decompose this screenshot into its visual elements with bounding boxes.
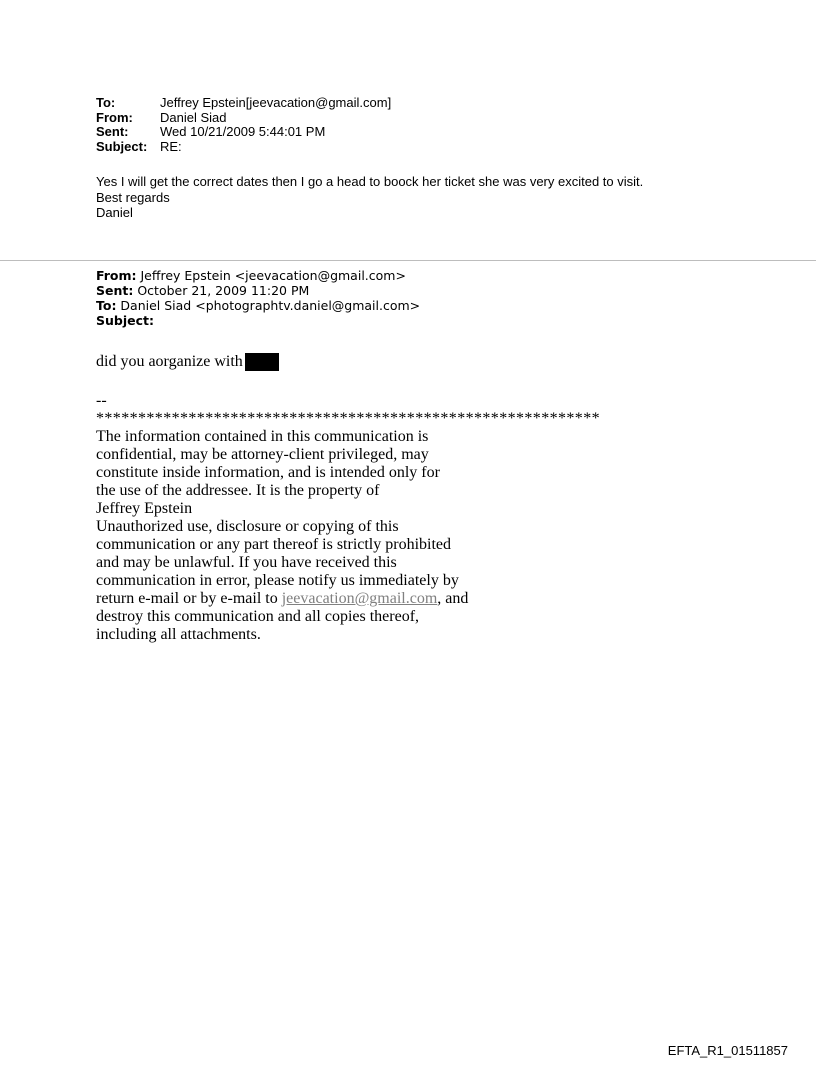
subject-value: RE: xyxy=(160,138,182,154)
disclaimer-line: confidential, may be attorney-client privileged, may xyxy=(96,446,429,463)
to-value: Jeffrey Epstein[jeevacation@gmail.com] xyxy=(160,95,392,110)
disclaimer-line: including all attachments. xyxy=(96,626,261,643)
header-sent-row xyxy=(96,125,391,140)
quoted-sent-label: Sent: xyxy=(96,283,134,298)
sent-label: Sent: xyxy=(96,124,129,139)
quoted-message-text: did you aorganize with xyxy=(96,353,243,370)
quoted-from-label: From: xyxy=(96,268,137,283)
disclaimer-line: the use of the addressee. It is the property of xyxy=(96,482,380,499)
from-label: From: xyxy=(96,109,133,125)
signature-stars: ************************************************************ xyxy=(96,410,600,427)
disclaimer-line: Unauthorized use, disclosure or copying of this xyxy=(96,518,399,535)
quoted-from-value: Jeffrey Epstein <jeevacation@gmail.com> xyxy=(136,268,406,283)
quoted-from-row xyxy=(96,268,420,283)
quoted-subject-label: Subject: xyxy=(96,313,154,328)
disclaimer-line: communication or any part thereof is strictly prohibited xyxy=(96,536,452,553)
sent-value: Wed 10/21/2009 5:44:01 PM xyxy=(160,124,326,139)
header-to-row xyxy=(96,96,391,111)
return-prefix: return e-mail or by e-mail to xyxy=(96,590,282,607)
disclaimer-line: and may be unlawful. If you have received this xyxy=(96,554,397,571)
quoted-to-value: Daniel Siad <photographtv.daniel@gmail.com> xyxy=(116,298,421,313)
signature-dashes: -- xyxy=(96,392,107,409)
document-id: EFTA_R1_01511857 xyxy=(667,1043,788,1058)
subject-label: Subject: xyxy=(96,138,148,154)
disclaimer-line: Jeffrey Epstein xyxy=(96,500,193,517)
quoted-header xyxy=(96,268,420,328)
reply-line: Yes I will get the correct dates then I go a head to boock her ticket she was very excited to visit. xyxy=(96,174,644,189)
email-header xyxy=(96,96,391,154)
from-value: Daniel Siad xyxy=(160,109,227,125)
disclaimer-line: The information contained in this communication is xyxy=(96,428,429,445)
disclaimer-block xyxy=(96,392,600,644)
redaction-box xyxy=(245,353,279,371)
disclaimer-line: destroy this communication and all copies thereof, xyxy=(96,608,420,625)
quoted-to-row xyxy=(96,298,420,313)
header-subject-row xyxy=(96,140,391,155)
quoted-subject-row xyxy=(96,313,420,328)
reply-body xyxy=(96,174,643,221)
email-link[interactable]: jeevacation@gmail.com xyxy=(281,590,438,607)
reply-signature-name: Daniel xyxy=(96,205,133,220)
quoted-sent-row xyxy=(96,283,420,298)
return-suffix: , and xyxy=(437,590,469,607)
disclaimer-line: communication in error, please notify us immediately by xyxy=(96,572,459,589)
quoted-to-label: To: xyxy=(96,298,117,313)
header-from-row xyxy=(96,111,391,126)
message-divider xyxy=(0,260,816,261)
disclaimer-line: constitute inside information, and is intended only for xyxy=(96,464,440,481)
quoted-sent-value: October 21, 2009 11:20 PM xyxy=(133,283,310,298)
to-label: To: xyxy=(96,95,116,110)
quoted-message xyxy=(96,352,279,372)
disclaimer-return-line xyxy=(96,590,600,608)
reply-closing: Best regards xyxy=(96,189,170,205)
